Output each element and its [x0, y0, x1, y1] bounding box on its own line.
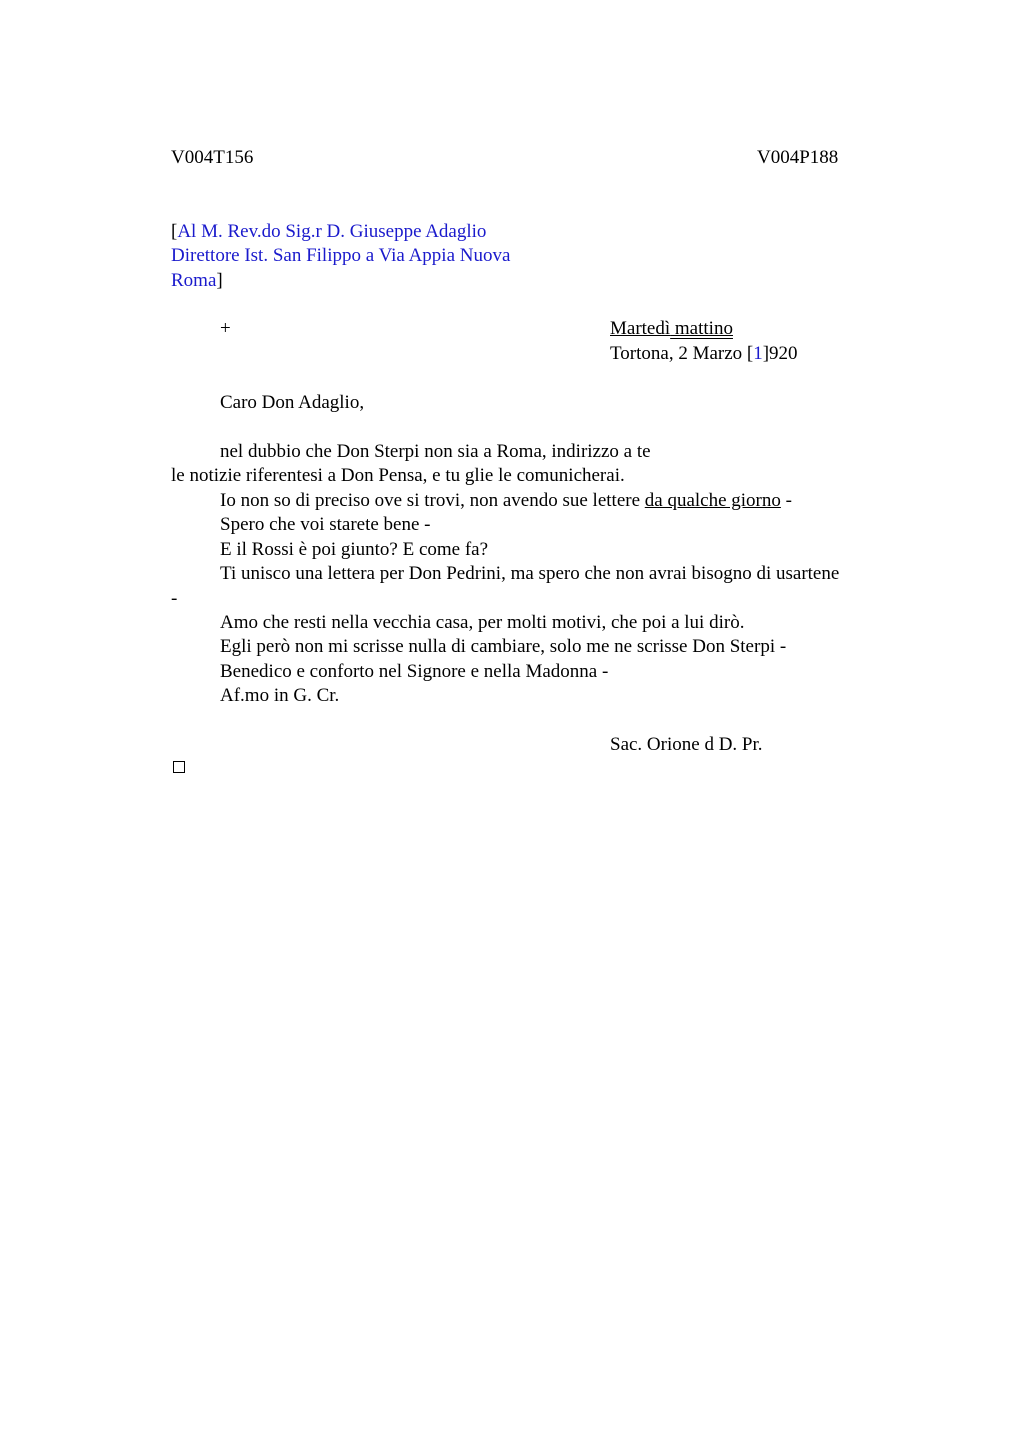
- dateline-day-time: mattino: [670, 318, 733, 339]
- dateline-day: [610, 317, 733, 341]
- body-line: -: [171, 588, 178, 609]
- salutation: Caro Don Adaglio,: [220, 392, 365, 413]
- body-line: Benedico e conforto nel Signore e nella Madonna -: [220, 661, 609, 682]
- address-recipient: Al M. Rev.do Sig.r D. Giuseppe Adaglio: [177, 221, 487, 242]
- body-underlined-text: da qualche giorno: [644, 490, 781, 511]
- address-line-1: [171, 220, 486, 244]
- body-line: nel dubbio che Don Sterpi non sia a Roma, indirizzo a te: [220, 441, 651, 462]
- dateline-place: Tortona, 2 Marzo [: [610, 343, 754, 364]
- body-line: Spero che voi starete bene -: [220, 514, 431, 535]
- body-line: [220, 489, 792, 513]
- address-line-3: [171, 269, 223, 293]
- body-line: Egli però non mi scrisse nulla di cambiare, solo me ne scrisse Don Sterpi -: [220, 636, 787, 657]
- header-right-code: V004P188: [757, 147, 839, 168]
- body-text: Io non so di preciso ove si trovi, non avendo sue lettere: [220, 490, 645, 511]
- body-line: Amo che resti nella vecchia casa, per molti motivi, che poi a lui dirò.: [220, 612, 745, 633]
- address-city: Roma: [171, 270, 217, 291]
- body-line: E il Rossi è poi giunto? E come fa?: [220, 539, 489, 560]
- address-close-bracket: ]: [216, 270, 223, 291]
- cross-symbol: +: [220, 318, 231, 339]
- body-line: le notizie riferentesi a Don Pensa, e tu glie le comunicherai.: [171, 465, 625, 486]
- address-open-bracket: [: [171, 221, 178, 242]
- body-text: -: [780, 490, 792, 511]
- signature: Sac. Orione d D. Pr.: [610, 734, 763, 755]
- address-line-2: Direttore Ist. San Filippo a Via Appia Nuova: [171, 245, 511, 266]
- end-box-icon: [173, 761, 185, 773]
- dateline-place-date: [610, 342, 798, 366]
- header-left-code: V004T156: [171, 147, 254, 168]
- dateline-day-name: Martedì: [610, 318, 671, 339]
- dateline-year-rest: ]920: [762, 343, 798, 364]
- body-line: Ti unisco una lettera per Don Pedrini, ma spero che non avrai bisogno di usartene: [220, 563, 840, 584]
- closing: Af.mo in G. Cr.: [220, 685, 340, 706]
- dateline-year-insert: 1: [753, 343, 763, 364]
